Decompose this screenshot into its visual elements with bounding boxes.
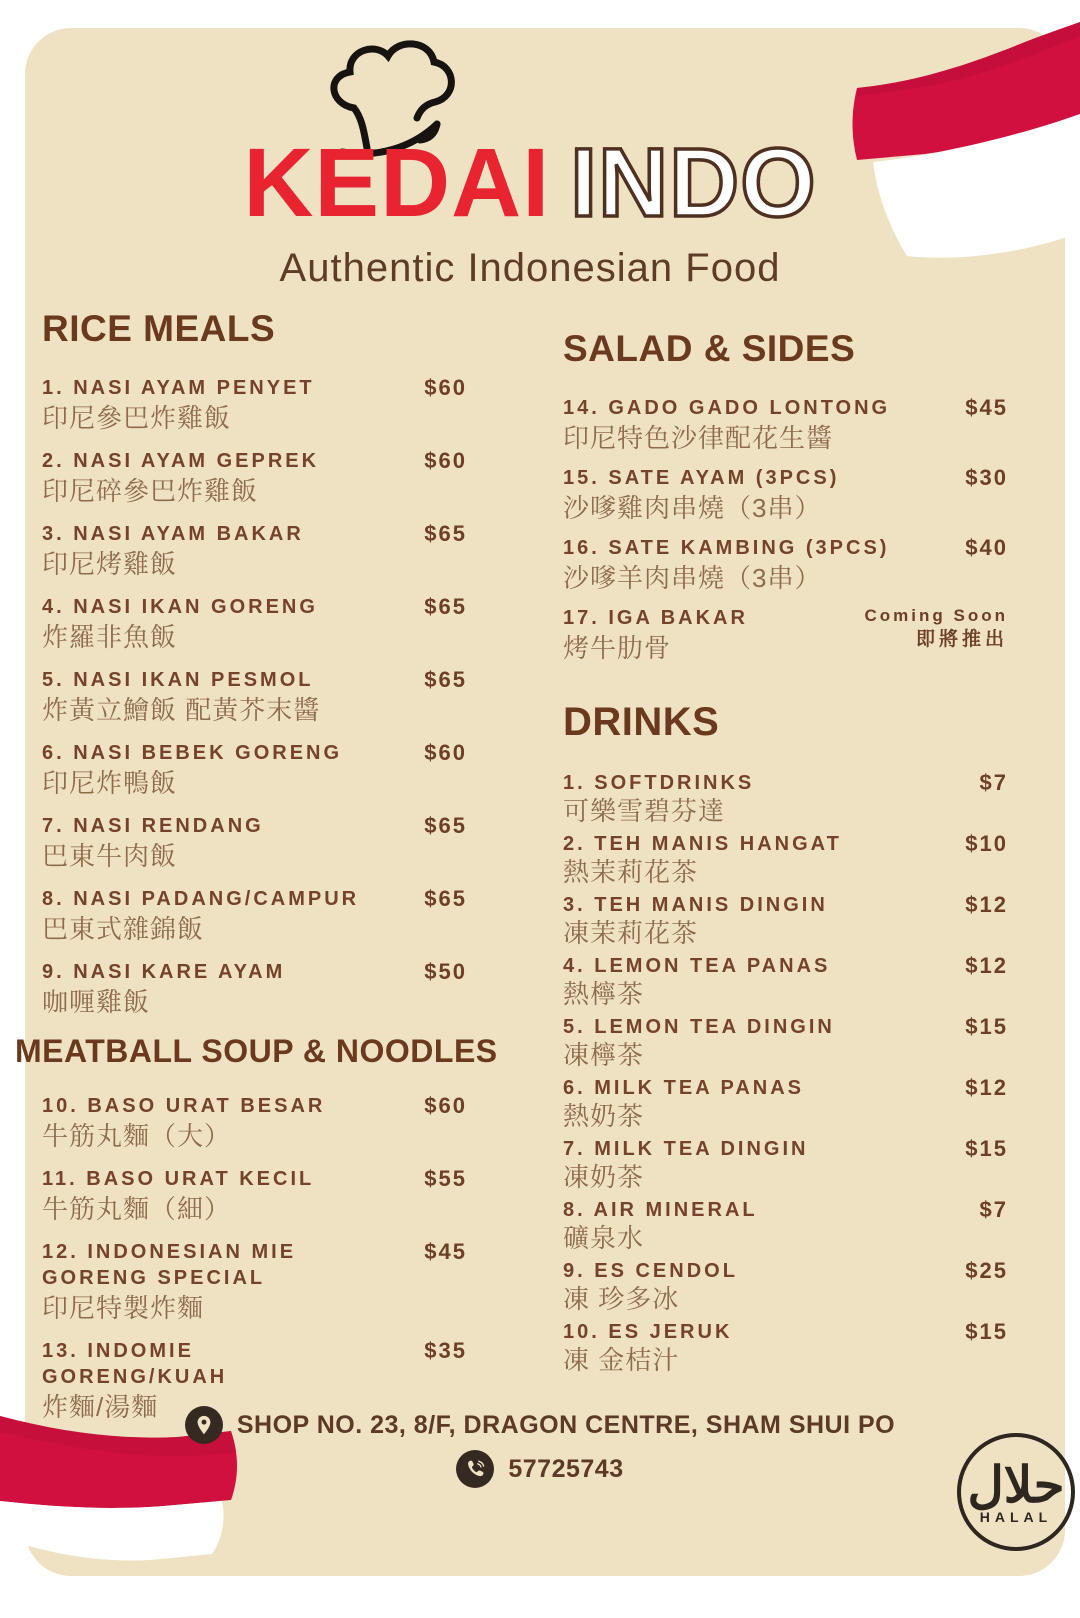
title-kedai: KEDAI <box>243 128 551 237</box>
item-name-chinese: 凍茉莉花茶 <box>563 918 699 948</box>
item-name-chinese: 印尼烤雞飯 <box>42 549 178 579</box>
coming-soon-text: Coming Soon <box>864 606 1008 625</box>
menu-item <box>563 395 1008 455</box>
item-price: $65 <box>424 886 467 911</box>
item-name: 2. TEH MANIS HANGAT <box>563 833 842 855</box>
item-price: $15 <box>965 1319 1008 1344</box>
menu-item <box>563 770 1008 827</box>
menu-item <box>42 886 467 946</box>
item-price: $60 <box>424 740 467 765</box>
menu-item <box>42 448 467 508</box>
item-name: 11. BASO URAT KECIL <box>42 1168 315 1190</box>
item-name: 14. GADO GADO LONTONG <box>563 397 891 419</box>
item-name-chinese: 炸黃立鱠飯 配黃芥末醬 <box>42 695 321 725</box>
item-name-chinese: 牛筋丸麵（大） <box>42 1121 232 1151</box>
item-name-chinese: 熱奶茶 <box>563 1101 645 1131</box>
item-price: $45 <box>965 395 1008 420</box>
item-name: 8. AIR MINERAL <box>563 1199 758 1221</box>
item-name: 4. NASI IKAN GORENG <box>42 596 318 618</box>
left-column <box>15 308 498 1437</box>
halal-arabic-text: حلال <box>967 1457 1065 1513</box>
item-price: $50 <box>424 959 467 984</box>
item-price: $25 <box>965 1258 1008 1283</box>
item-name-chinese: 咖喱雞飯 <box>42 987 151 1017</box>
item-name: 7. NASI RENDANG <box>42 815 264 837</box>
item-name: 9. ES CENDOL <box>563 1260 738 1282</box>
menu-item <box>563 892 1008 949</box>
phone-row <box>0 1450 1080 1488</box>
item-name: 17. IGA BAKAR <box>563 607 748 629</box>
menu-item <box>42 1093 467 1153</box>
item-name: 5. NASI IKAN PESMOL <box>42 669 314 691</box>
item-name-chinese: 炸麵/湯麵 <box>42 1392 159 1422</box>
menu-item <box>563 465 1008 525</box>
item-price: $65 <box>424 667 467 692</box>
item-name: 6. NASI BEBEK GORENG <box>42 742 343 764</box>
section-heading-rice-meals: RICE MEALS <box>42 308 276 349</box>
item-name-chinese: 熱檸茶 <box>563 979 645 1009</box>
section-heading-salad-sides: SALAD & SIDES <box>563 328 856 369</box>
item-name: 3. NASI AYAM BAKAR <box>42 523 304 545</box>
menu-item <box>563 1075 1008 1132</box>
item-name-chinese: 牛筋丸麵（細） <box>42 1194 232 1224</box>
menu-item <box>42 521 467 581</box>
location-pin-icon <box>185 1406 223 1444</box>
item-name-chinese: 沙嗲羊肉串燒（3串） <box>563 563 822 593</box>
item-price: $10 <box>965 831 1008 856</box>
item-name: 6. MILK TEA PANAS <box>563 1077 805 1099</box>
item-price: $30 <box>965 465 1008 490</box>
item-price: $65 <box>424 594 467 619</box>
item-name-chinese: 印尼炸鴨飯 <box>42 768 178 798</box>
item-name: 16. SATE KAMBING (3PCS) <box>563 537 890 559</box>
item-price: $40 <box>965 535 1008 560</box>
menu-item <box>42 375 467 435</box>
menu-item <box>563 605 1008 665</box>
coming-soon-badge <box>865 605 1008 653</box>
item-name: 12. INDONESIAN MIE GORENG SPECIAL <box>42 1241 297 1289</box>
address-row <box>0 1406 1080 1444</box>
drinks-items <box>563 770 1008 1376</box>
menu-item <box>42 1239 467 1325</box>
menu-item <box>42 1166 467 1226</box>
item-name-chinese: 凍 金桔汁 <box>563 1345 680 1375</box>
item-name-chinese: 烤牛肋骨 <box>563 633 672 663</box>
item-name: 1. NASI AYAM PENYET <box>42 377 315 399</box>
menu-item <box>42 667 467 727</box>
item-price: $60 <box>424 375 467 400</box>
menu-item <box>42 959 467 1019</box>
item-name-chinese: 巴東牛肉飯 <box>42 841 178 871</box>
item-name-chinese: 印尼碎參巴炸雞飯 <box>42 476 259 506</box>
item-name-chinese: 印尼參巴炸雞飯 <box>42 403 232 433</box>
footer <box>0 1406 1080 1494</box>
section-heading-meatball-noodles: MEATBALL SOUP & NOODLES <box>15 1033 498 1069</box>
address-text: SHOP NO. 23, 8/F, DRAGON CENTRE, SHAM SHUI PO <box>236 1410 896 1439</box>
item-name: 15. SATE AYAM (3PCS) <box>563 467 840 489</box>
item-price: $65 <box>424 521 467 546</box>
item-price: $12 <box>965 892 1008 917</box>
menu-item <box>563 1014 1008 1071</box>
item-name: 2. NASI AYAM GEPREK <box>42 450 320 472</box>
item-name-chinese: 可樂雪碧芬達 <box>563 796 726 826</box>
item-name: 10. BASO URAT BESAR <box>42 1095 326 1117</box>
item-name-chinese: 熱茉莉花茶 <box>563 857 699 887</box>
item-price: $55 <box>424 1166 467 1191</box>
item-price: $65 <box>424 813 467 838</box>
item-name: 4. LEMON TEA PANAS <box>563 955 831 977</box>
item-price: $12 <box>965 1075 1008 1100</box>
phone-text: 57725743 <box>508 1454 624 1483</box>
item-name: 7. MILK TEA DINGIN <box>563 1138 809 1160</box>
item-price: $60 <box>424 1093 467 1118</box>
item-name-chinese: 巴東式雜錦飯 <box>42 914 205 944</box>
menu-item <box>42 740 467 800</box>
section-heading-drinks: DRINKS <box>563 700 720 744</box>
item-name-chinese: 炸羅非魚飯 <box>42 622 178 652</box>
item-price: $15 <box>965 1136 1008 1161</box>
item-price: $12 <box>965 953 1008 978</box>
menu-item <box>563 953 1008 1010</box>
halal-label: HALAL <box>979 1509 1053 1525</box>
item-name: 5. LEMON TEA DINGIN <box>563 1016 835 1038</box>
right-column <box>563 330 1008 1380</box>
item-price: $15 <box>965 1014 1008 1039</box>
item-name-chinese: 凍檸茶 <box>563 1040 645 1070</box>
restaurant-title <box>0 128 1060 237</box>
menu-item <box>563 1319 1008 1376</box>
menu-item <box>563 1136 1008 1193</box>
item-name-chinese: 沙嗲雞肉串燒（3串） <box>563 493 822 523</box>
item-name-chinese: 凍奶茶 <box>563 1162 645 1192</box>
item-price: $45 <box>424 1239 467 1264</box>
item-name: 10. ES JERUK <box>563 1321 733 1343</box>
coming-soon-text-chinese: 即將推出 <box>915 629 1008 650</box>
menu-item <box>563 831 1008 888</box>
item-name-chinese: 印尼特色沙律配花生醬 <box>563 423 834 453</box>
menu-item <box>563 535 1008 595</box>
item-name: 9. NASI KARE AYAM <box>42 961 286 983</box>
title-indo: INDO <box>570 128 817 237</box>
item-name-chinese: 凍 珍多冰 <box>563 1284 680 1314</box>
menu-item <box>563 1197 1008 1254</box>
restaurant-subtitle: Authentic Indonesian Food <box>279 246 781 290</box>
halal-badge <box>957 1433 1075 1551</box>
item-name: 8. NASI PADANG/CAMPUR <box>42 888 360 910</box>
item-name-chinese: 印尼特製炸麵 <box>42 1293 205 1323</box>
item-price: $7 <box>979 1197 1008 1222</box>
salad-items <box>563 395 1008 665</box>
item-name: 3. TEH MANIS DINGIN <box>563 894 828 916</box>
phone-icon <box>456 1450 494 1488</box>
item-name: 1. SOFTDRINKS <box>563 772 755 794</box>
item-price: $7 <box>979 770 1008 795</box>
item-price: $35 <box>424 1338 467 1363</box>
menu-item <box>563 1258 1008 1315</box>
item-price: $60 <box>424 448 467 473</box>
menu-item <box>42 813 467 873</box>
item-name-chinese: 礦泉水 <box>563 1223 645 1253</box>
menu-item <box>42 594 467 654</box>
item-name: 13. INDOMIE GORENG/KUAH <box>42 1340 228 1388</box>
